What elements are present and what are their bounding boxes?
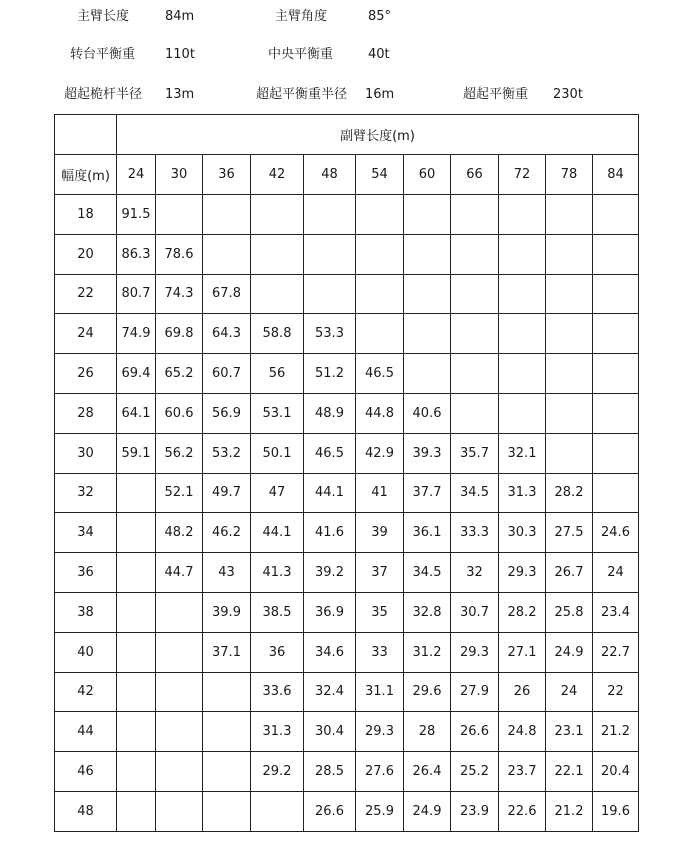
superlift-counterweight-radius-label: 超起平衡重半径 bbox=[256, 87, 348, 102]
capacity-cell bbox=[117, 672, 156, 712]
capacity-cell: 46.2 bbox=[203, 513, 251, 553]
radius-header: 幅度(m) bbox=[55, 155, 117, 195]
capacity-cell bbox=[593, 393, 639, 433]
capacity-cell: 24 bbox=[546, 672, 593, 712]
superlift-mast-radius-value: 13m bbox=[165, 87, 195, 102]
capacity-cell bbox=[593, 433, 639, 473]
capacity-cell: 39.9 bbox=[203, 592, 251, 632]
capacity-cell bbox=[304, 234, 356, 274]
radius-cell: 22 bbox=[55, 274, 117, 314]
capacity-cell: 44.1 bbox=[251, 513, 304, 553]
column-header-row bbox=[55, 155, 639, 195]
capacity-cell bbox=[593, 234, 639, 274]
capacity-cell: 22.1 bbox=[546, 752, 593, 792]
table-row bbox=[55, 513, 639, 553]
capacity-cell: 29.6 bbox=[404, 672, 451, 712]
capacity-cell: 26 bbox=[499, 672, 546, 712]
jib-length-column-header: 78 bbox=[546, 155, 593, 195]
capacity-cell bbox=[156, 592, 203, 632]
capacity-cell: 24.8 bbox=[499, 712, 546, 752]
capacity-cell bbox=[546, 354, 593, 394]
radius-cell: 18 bbox=[55, 195, 117, 235]
capacity-cell: 44.8 bbox=[356, 393, 404, 433]
capacity-cell: 39 bbox=[356, 513, 404, 553]
capacity-cell: 29.2 bbox=[251, 752, 304, 792]
capacity-cell bbox=[356, 195, 404, 235]
capacity-cell: 29.3 bbox=[451, 632, 499, 672]
capacity-cell bbox=[593, 314, 639, 354]
capacity-cell bbox=[203, 234, 251, 274]
capacity-cell: 52.1 bbox=[156, 473, 203, 513]
capacity-cell bbox=[546, 234, 593, 274]
jib-length-column-header: 36 bbox=[203, 155, 251, 195]
capacity-cell: 26.6 bbox=[451, 712, 499, 752]
capacity-cell: 53.1 bbox=[251, 393, 304, 433]
capacity-cell: 30.4 bbox=[304, 712, 356, 752]
capacity-cell: 28.2 bbox=[546, 473, 593, 513]
capacity-cell bbox=[404, 354, 451, 394]
capacity-cell bbox=[499, 195, 546, 235]
capacity-cell bbox=[593, 354, 639, 394]
capacity-cell bbox=[404, 234, 451, 274]
capacity-cell: 33.3 bbox=[451, 513, 499, 553]
capacity-cell bbox=[156, 632, 203, 672]
capacity-cell: 59.1 bbox=[117, 433, 156, 473]
capacity-cell: 33.6 bbox=[251, 672, 304, 712]
radius-cell: 30 bbox=[55, 433, 117, 473]
capacity-cell: 35.7 bbox=[451, 433, 499, 473]
table-row bbox=[55, 791, 639, 831]
capacity-cell bbox=[156, 195, 203, 235]
capacity-cell: 32.8 bbox=[404, 592, 451, 632]
capacity-cell: 46.5 bbox=[356, 354, 404, 394]
capacity-cell: 24 bbox=[593, 553, 639, 593]
capacity-cell bbox=[304, 195, 356, 235]
capacity-cell: 64.3 bbox=[203, 314, 251, 354]
radius-cell: 36 bbox=[55, 553, 117, 593]
capacity-cell: 23.9 bbox=[451, 791, 499, 831]
capacity-cell: 86.3 bbox=[117, 234, 156, 274]
capacity-cell: 20.4 bbox=[593, 752, 639, 792]
capacity-cell: 41.6 bbox=[304, 513, 356, 553]
capacity-cell: 41 bbox=[356, 473, 404, 513]
capacity-cell bbox=[117, 553, 156, 593]
capacity-cell bbox=[451, 354, 499, 394]
capacity-cell: 32.1 bbox=[499, 433, 546, 473]
capacity-cell: 37 bbox=[356, 553, 404, 593]
capacity-cell: 36.1 bbox=[404, 513, 451, 553]
capacity-cell: 31.3 bbox=[499, 473, 546, 513]
capacity-cell bbox=[117, 791, 156, 831]
radius-cell: 42 bbox=[55, 672, 117, 712]
capacity-cell bbox=[304, 274, 356, 314]
capacity-cell bbox=[546, 274, 593, 314]
capacity-cell bbox=[356, 314, 404, 354]
capacity-cell: 32 bbox=[451, 553, 499, 593]
capacity-cell bbox=[203, 195, 251, 235]
capacity-cell bbox=[499, 314, 546, 354]
main-boom-angle-value: 85° bbox=[368, 9, 392, 24]
capacity-cell: 65.2 bbox=[156, 354, 203, 394]
capacity-cell: 22.6 bbox=[499, 791, 546, 831]
capacity-cell: 74.3 bbox=[156, 274, 203, 314]
capacity-cell: 31.1 bbox=[356, 672, 404, 712]
capacity-cell: 56 bbox=[251, 354, 304, 394]
capacity-cell bbox=[251, 274, 304, 314]
capacity-cell bbox=[203, 712, 251, 752]
capacity-cell bbox=[451, 314, 499, 354]
capacity-cell: 25.8 bbox=[546, 592, 593, 632]
capacity-cell: 24.9 bbox=[404, 791, 451, 831]
capacity-cell: 35 bbox=[356, 592, 404, 632]
capacity-cell bbox=[593, 195, 639, 235]
capacity-cell: 23.4 bbox=[593, 592, 639, 632]
capacity-cell: 48.9 bbox=[304, 393, 356, 433]
capacity-cell: 30.7 bbox=[451, 592, 499, 632]
capacity-cell: 27.5 bbox=[546, 513, 593, 553]
capacity-cell bbox=[117, 712, 156, 752]
capacity-cell: 53.3 bbox=[304, 314, 356, 354]
table-row bbox=[55, 274, 639, 314]
capacity-cell: 78.6 bbox=[156, 234, 203, 274]
jib-length-column-header: 72 bbox=[499, 155, 546, 195]
capacity-cell bbox=[251, 791, 304, 831]
radius-cell: 40 bbox=[55, 632, 117, 672]
radius-cell: 46 bbox=[55, 752, 117, 792]
capacity-cell: 38.5 bbox=[251, 592, 304, 632]
capacity-cell: 23.7 bbox=[499, 752, 546, 792]
capacity-cell: 74.9 bbox=[117, 314, 156, 354]
jib-length-column-header: 84 bbox=[593, 155, 639, 195]
central-counterweight-value: 40t bbox=[368, 47, 390, 62]
capacity-cell: 56.9 bbox=[203, 393, 251, 433]
capacity-cell: 40.6 bbox=[404, 393, 451, 433]
radius-cell: 44 bbox=[55, 712, 117, 752]
table-row bbox=[55, 553, 639, 593]
capacity-cell: 24.6 bbox=[593, 513, 639, 553]
jib-length-column-header: 24 bbox=[117, 155, 156, 195]
capacity-cell: 34.5 bbox=[451, 473, 499, 513]
radius-cell: 24 bbox=[55, 314, 117, 354]
capacity-cell: 29.3 bbox=[499, 553, 546, 593]
capacity-cell bbox=[499, 234, 546, 274]
table-row bbox=[55, 473, 639, 513]
capacity-cell bbox=[117, 632, 156, 672]
table-row bbox=[55, 234, 639, 274]
capacity-cell: 64.1 bbox=[117, 393, 156, 433]
capacity-cell bbox=[203, 752, 251, 792]
capacity-cell bbox=[499, 274, 546, 314]
capacity-cell: 51.2 bbox=[304, 354, 356, 394]
capacity-cell: 25.2 bbox=[451, 752, 499, 792]
capacity-cell: 31.3 bbox=[251, 712, 304, 752]
capacity-cell: 48.2 bbox=[156, 513, 203, 553]
capacity-cell: 22 bbox=[593, 672, 639, 712]
radius-cell: 48 bbox=[55, 791, 117, 831]
capacity-cell: 28.2 bbox=[499, 592, 546, 632]
table-row bbox=[55, 354, 639, 394]
capacity-cell: 41.3 bbox=[251, 553, 304, 593]
capacity-cell bbox=[546, 314, 593, 354]
jib-length-column-header: 66 bbox=[451, 155, 499, 195]
main-boom-length-label: 主臂长度 bbox=[77, 9, 130, 24]
table-row bbox=[55, 393, 639, 433]
radius-cell: 20 bbox=[55, 234, 117, 274]
radius-cell: 32 bbox=[55, 473, 117, 513]
table-row bbox=[55, 433, 639, 473]
capacity-cell: 27.9 bbox=[451, 672, 499, 712]
capacity-cell: 31.2 bbox=[404, 632, 451, 672]
capacity-cell: 60.7 bbox=[203, 354, 251, 394]
capacity-cell: 26.4 bbox=[404, 752, 451, 792]
capacity-cell bbox=[203, 791, 251, 831]
capacity-cell: 53.2 bbox=[203, 433, 251, 473]
load-chart-table bbox=[54, 114, 639, 832]
capacity-cell bbox=[593, 473, 639, 513]
capacity-cell: 91.5 bbox=[117, 195, 156, 235]
capacity-cell bbox=[451, 234, 499, 274]
jib-length-column-header: 54 bbox=[356, 155, 404, 195]
capacity-cell: 46.5 bbox=[304, 433, 356, 473]
table-row bbox=[55, 712, 639, 752]
capacity-cell: 30.3 bbox=[499, 513, 546, 553]
capacity-cell bbox=[156, 672, 203, 712]
capacity-cell: 27.1 bbox=[499, 632, 546, 672]
capacity-cell bbox=[356, 234, 404, 274]
capacity-cell bbox=[499, 393, 546, 433]
capacity-cell bbox=[451, 274, 499, 314]
capacity-cell: 34.5 bbox=[404, 553, 451, 593]
central-counterweight-label: 中央平衡重 bbox=[268, 47, 334, 62]
radius-cell: 38 bbox=[55, 592, 117, 632]
capacity-cell bbox=[156, 712, 203, 752]
capacity-cell bbox=[404, 274, 451, 314]
table-row bbox=[55, 314, 639, 354]
capacity-cell: 21.2 bbox=[546, 791, 593, 831]
capacity-cell: 37.1 bbox=[203, 632, 251, 672]
turntable-counterweight-value: 110t bbox=[165, 47, 195, 62]
main-boom-angle-label: 主臂角度 bbox=[275, 9, 328, 24]
capacity-cell bbox=[593, 274, 639, 314]
jib-length-column-header: 42 bbox=[251, 155, 304, 195]
table-row bbox=[55, 592, 639, 632]
capacity-cell bbox=[356, 274, 404, 314]
capacity-cell: 24.9 bbox=[546, 632, 593, 672]
superlift-counterweight-radius-value: 16m bbox=[365, 87, 395, 102]
capacity-cell: 25.9 bbox=[356, 791, 404, 831]
capacity-cell bbox=[404, 314, 451, 354]
capacity-cell: 23.1 bbox=[546, 712, 593, 752]
jib-length-column-header: 48 bbox=[304, 155, 356, 195]
capacity-cell: 44.1 bbox=[304, 473, 356, 513]
capacity-cell: 29.3 bbox=[356, 712, 404, 752]
table-row bbox=[55, 672, 639, 712]
radius-cell: 28 bbox=[55, 393, 117, 433]
superlift-counterweight-value: 230t bbox=[553, 87, 583, 102]
capacity-cell bbox=[117, 513, 156, 553]
capacity-cell bbox=[499, 354, 546, 394]
capacity-cell bbox=[404, 195, 451, 235]
capacity-cell: 33 bbox=[356, 632, 404, 672]
capacity-cell: 26.6 bbox=[304, 791, 356, 831]
capacity-cell: 39.2 bbox=[304, 553, 356, 593]
capacity-cell: 19.6 bbox=[593, 791, 639, 831]
capacity-cell: 47 bbox=[251, 473, 304, 513]
capacity-cell bbox=[546, 433, 593, 473]
capacity-cell: 21.2 bbox=[593, 712, 639, 752]
capacity-cell bbox=[117, 473, 156, 513]
turntable-counterweight-label: 转台平衡重 bbox=[70, 47, 136, 62]
radius-cell: 26 bbox=[55, 354, 117, 394]
capacity-cell bbox=[156, 791, 203, 831]
table-row bbox=[55, 195, 639, 235]
capacity-cell: 28.5 bbox=[304, 752, 356, 792]
capacity-cell: 27.6 bbox=[356, 752, 404, 792]
capacity-cell: 50.1 bbox=[251, 433, 304, 473]
capacity-cell: 69.4 bbox=[117, 354, 156, 394]
capacity-cell: 69.8 bbox=[156, 314, 203, 354]
jib-length-header: 副臂长度(m) bbox=[117, 115, 639, 155]
capacity-cell: 56.2 bbox=[156, 433, 203, 473]
capacity-cell: 80.7 bbox=[117, 274, 156, 314]
capacity-cell: 36.9 bbox=[304, 592, 356, 632]
capacity-cell: 58.8 bbox=[251, 314, 304, 354]
superlift-mast-radius-label: 超起桅杆半径 bbox=[64, 87, 143, 102]
capacity-cell bbox=[117, 752, 156, 792]
capacity-cell bbox=[251, 195, 304, 235]
corner-cell bbox=[55, 115, 117, 155]
table-row bbox=[55, 752, 639, 792]
capacity-cell bbox=[451, 195, 499, 235]
table-group-header-row bbox=[55, 115, 639, 155]
capacity-cell: 42.9 bbox=[356, 433, 404, 473]
capacity-cell: 49.7 bbox=[203, 473, 251, 513]
radius-cell: 34 bbox=[55, 513, 117, 553]
capacity-cell: 67.8 bbox=[203, 274, 251, 314]
capacity-cell bbox=[451, 393, 499, 433]
capacity-cell bbox=[156, 752, 203, 792]
capacity-cell: 34.6 bbox=[304, 632, 356, 672]
capacity-cell bbox=[546, 393, 593, 433]
jib-length-column-header: 30 bbox=[156, 155, 203, 195]
capacity-cell: 39.3 bbox=[404, 433, 451, 473]
jib-length-column-header: 60 bbox=[404, 155, 451, 195]
capacity-cell: 22.7 bbox=[593, 632, 639, 672]
capacity-cell: 28 bbox=[404, 712, 451, 752]
capacity-cell: 26.7 bbox=[546, 553, 593, 593]
capacity-cell bbox=[203, 672, 251, 712]
superlift-counterweight-label: 超起平衡重 bbox=[463, 87, 529, 102]
capacity-cell: 37.7 bbox=[404, 473, 451, 513]
capacity-cell: 32.4 bbox=[304, 672, 356, 712]
capacity-cell: 43 bbox=[203, 553, 251, 593]
capacity-cell bbox=[117, 592, 156, 632]
capacity-cell bbox=[251, 234, 304, 274]
capacity-cell: 44.7 bbox=[156, 553, 203, 593]
capacity-cell bbox=[546, 195, 593, 235]
main-boom-length-value: 84m bbox=[165, 9, 195, 24]
table-row bbox=[55, 632, 639, 672]
capacity-cell: 36 bbox=[251, 632, 304, 672]
capacity-cell: 60.6 bbox=[156, 393, 203, 433]
